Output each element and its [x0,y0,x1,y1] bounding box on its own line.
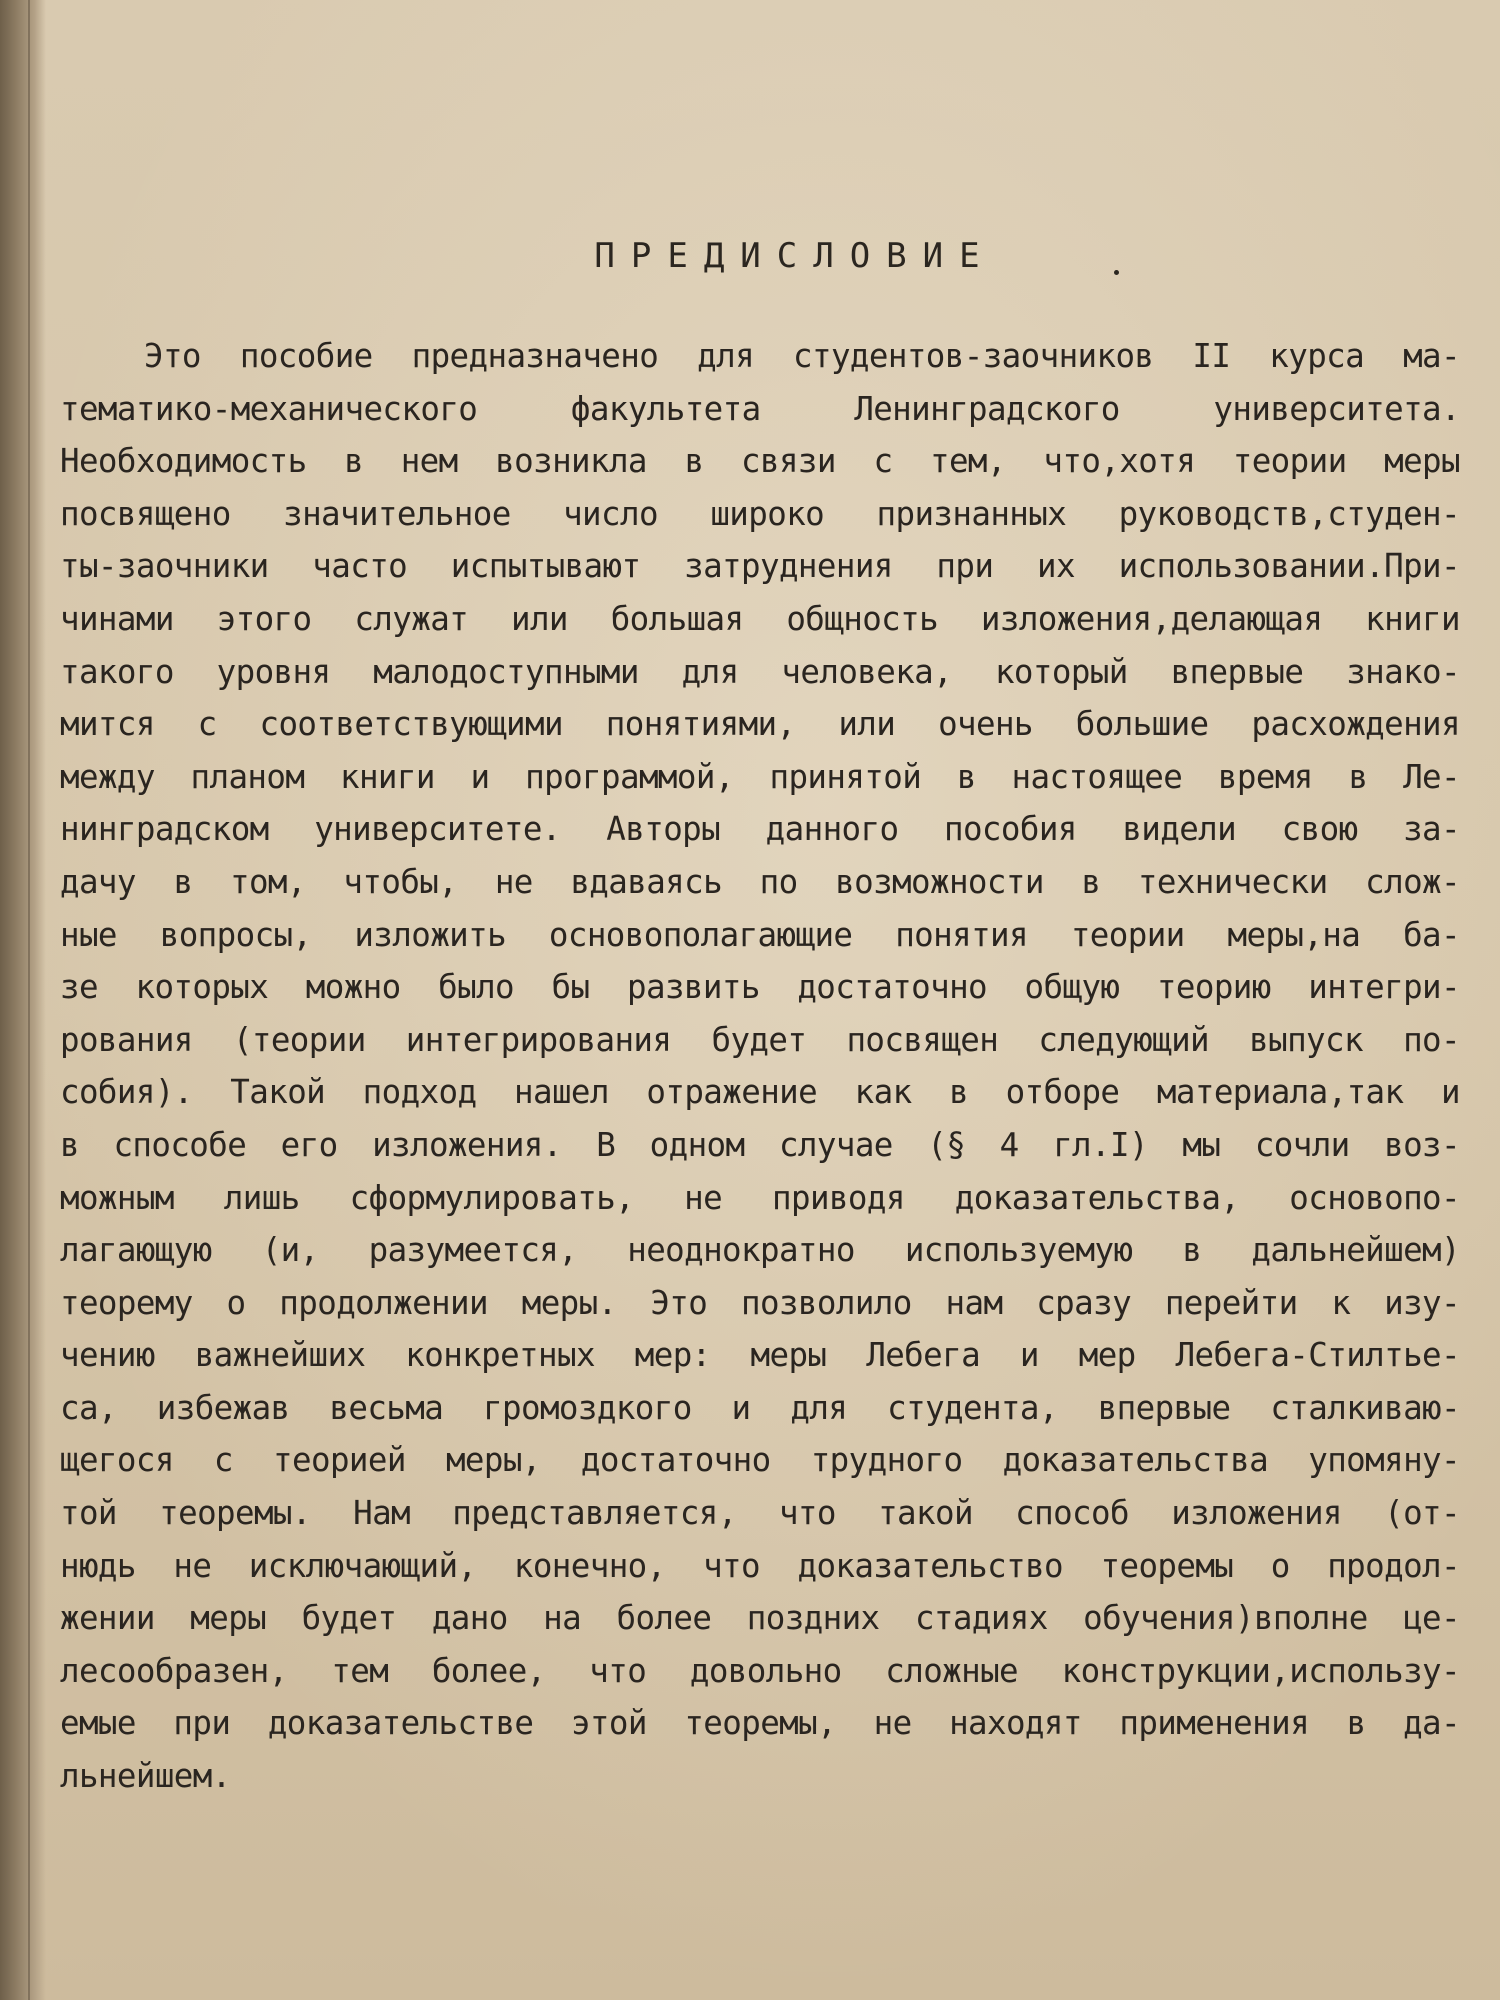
text-line: между планом книги и программой, принятой в настоящее время в Ле- [60,757,1460,796]
text-line: собия). Такой подход нашел отражение как в отборе материала,так и [60,1073,1460,1112]
text-line: тематико-механического факультета Ленинградского университета. [60,389,1460,428]
text-line: рования (теории интегрирования будет посвящен следующий выпуск по- [60,1020,1460,1059]
heading-dot [1114,270,1119,275]
text-line: мится с соответствующими понятиями, или очень большие расхождения [60,705,1460,744]
text-line: льнейшем. [60,1757,231,1796]
page-edge [28,0,30,2000]
text-line: чинами этого служат или большая общность изложения,делающая книги [60,599,1460,638]
text-line: нюдь не исключающий, конечно, что доказательство теоремы о продол- [60,1546,1460,1585]
text-line: са, избежав весьма громоздкого и для студента, впервые сталкиваю- [60,1388,1460,1427]
text-line: жении меры будет дано на более поздних стадиях обучения)вполне це- [60,1599,1460,1638]
text-line: Необходимость в нем возникла в связи с тем, что,хотя теории меры [60,442,1460,481]
text-line: ные вопросы, изложить основополагающие понятия теории меры,на ба- [60,915,1460,954]
text-line: лагающую (и, разумеется, неоднократно используемую в дальнейшем) [60,1231,1460,1270]
text-line: емые при доказательстве этой теоремы, не находят применения в да- [60,1704,1460,1743]
text-line: щегося с теорией меры, достаточно трудного доказательства упомяну- [60,1441,1460,1480]
preface-text [60,330,1460,1803]
text-line: чению важнейших конкретных мер: меры Лебега и мер Лебега-Стилтье- [60,1336,1460,1375]
text-line: посвящено значительное число широко признанных руководств,студен- [60,494,1460,533]
text-line: той теоремы. Нам представляется, что такой способ изложения (от- [60,1494,1460,1533]
text-line: Это пособие предназначено для студентов-заочников II курса ма- [144,337,1460,375]
text-line: лесообразен, тем более, что довольно сложные конструкции,использу- [60,1651,1460,1690]
text-line: ты-заочники часто испытывают затруднения при их использовании.При- [60,547,1460,586]
book-binding-shadow [0,0,46,2000]
text-line: теорему о продолжении меры. Это позволило нам сразу перейти к изу- [60,1283,1460,1322]
text-line: дачу в том, чтобы, не вдаваясь по возможности в технически слож- [60,862,1460,901]
text-line: можным лишь сформулировать, не приводя доказательства, основопо- [60,1178,1460,1217]
text-line: нинградском университете. Авторы данного пособия видели свою за- [60,810,1460,849]
text-line: зе которых можно было бы развить достаточно общую теорию интегри- [60,968,1460,1007]
text-line: такого уровня малодоступными для человека, который впервые знако- [60,652,1460,691]
text-line: в способе его изложения. В одном случае (§ 4 гл.I) мы сочли воз- [60,1125,1460,1164]
page-heading: ПРЕДИСЛОВИЕ [594,236,996,276]
